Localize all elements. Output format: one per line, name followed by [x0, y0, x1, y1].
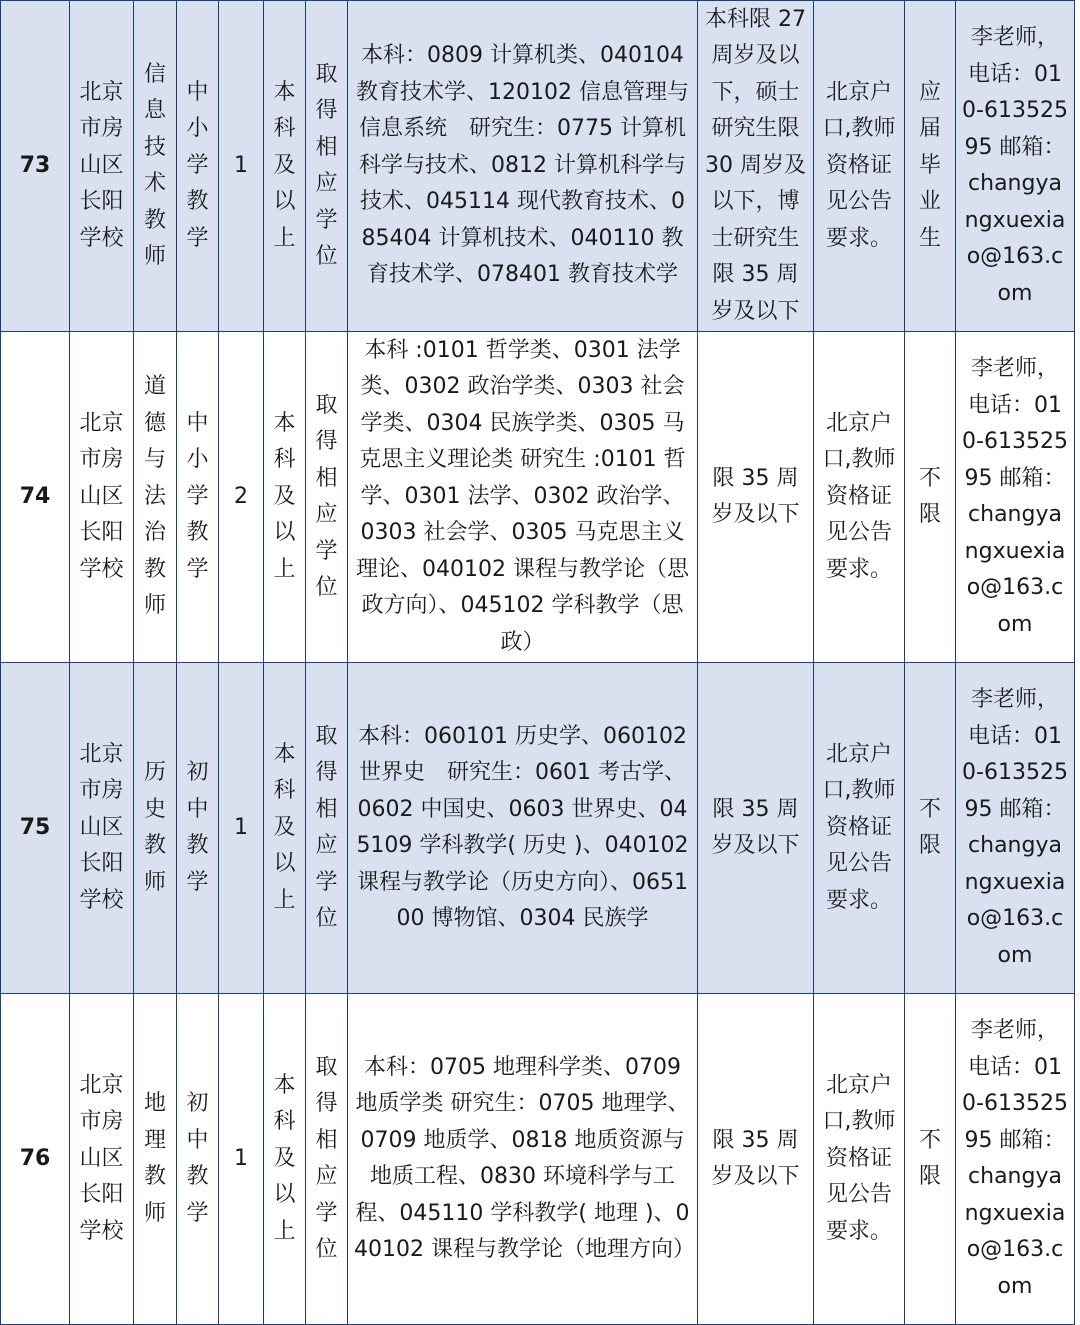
- row-number: 75: [1, 663, 70, 994]
- applicant-source: 不限: [905, 994, 956, 1325]
- contact-info: 李老师，电话：010-61352595 邮箱：changyangxuexiao@163.com: [956, 663, 1075, 994]
- unit-name: 北京市房山区长阳学校: [70, 332, 134, 663]
- contact-info: 李老师，电话：010-61352595 邮箱：changyangxuexiao@163.com: [956, 332, 1075, 663]
- headcount: 2: [219, 332, 264, 663]
- subject-area: 中小学教学: [177, 1, 219, 332]
- education-requirement: 本科及以上: [264, 994, 306, 1325]
- degree-requirement: 取得相应学位: [306, 663, 348, 994]
- table-row: [1, 1, 1075, 332]
- table-row: [1, 663, 1075, 994]
- age-requirement: 本科限 27 周岁及以下，硕士研究生限 30 周岁及以下，博士研究生限 35 周岁及以下: [698, 1, 814, 332]
- table-row: [1, 332, 1075, 663]
- table-body: [1, 1, 1075, 1325]
- subject-area: 中小学教学: [177, 332, 219, 663]
- row-number: 74: [1, 332, 70, 663]
- applicant-source: 应届毕业生: [905, 1, 956, 332]
- degree-requirement: 取得相应学位: [306, 994, 348, 1325]
- major-requirement: 本科：0809 计算机类、040104 教育技术学、120102 信息管理与信息系统 研究生：0775 计算机科学与技术、0812 计算机科学与技术、045114 现代教育技术、085404 计算机技术、040110 教育技术学、078401 教育技术学: [348, 1, 698, 332]
- applicant-source: 不限: [905, 332, 956, 663]
- major-requirement: 本科：060101 历史学、060102 世界史 研究生：0601 考古学、0602 中国史、0603 世界史、045109 学科教学( 历史 )、040102 课程与教学论（历史方向）、065100 博物馆、0304 民族学: [348, 663, 698, 994]
- position-name: 道德与法治教师: [134, 332, 177, 663]
- other-requirement: 北京户口,教师资格证见公告要求。: [814, 663, 905, 994]
- education-requirement: 本科及以上: [264, 1, 306, 332]
- other-requirement: 北京户口,教师资格证见公告要求。: [814, 1, 905, 332]
- education-requirement: 本科及以上: [264, 663, 306, 994]
- headcount: 1: [219, 994, 264, 1325]
- unit-name: 北京市房山区长阳学校: [70, 1, 134, 332]
- subject-area: 初中教学: [177, 994, 219, 1325]
- unit-name: 北京市房山区长阳学校: [70, 994, 134, 1325]
- other-requirement: 北京户口,教师资格证见公告要求。: [814, 332, 905, 663]
- row-number: 73: [1, 1, 70, 332]
- applicant-source: 不限: [905, 663, 956, 994]
- headcount: 1: [219, 663, 264, 994]
- age-requirement: 限 35 周岁及以下: [698, 994, 814, 1325]
- education-requirement: 本科及以上: [264, 332, 306, 663]
- age-requirement: 限 35 周岁及以下: [698, 663, 814, 994]
- row-number: 76: [1, 994, 70, 1325]
- other-requirement: 北京户口,教师资格证见公告要求。: [814, 994, 905, 1325]
- subject-area: 初中教学: [177, 663, 219, 994]
- contact-info: 李老师，电话：010-61352595 邮箱：changyangxuexiao@163.com: [956, 1, 1075, 332]
- degree-requirement: 取得相应学位: [306, 1, 348, 332]
- contact-info: 李老师，电话：010-61352595 邮箱：changyangxuexiao@163.com: [956, 994, 1075, 1325]
- position-name: 信息技术教师: [134, 1, 177, 332]
- table-row: [1, 994, 1075, 1325]
- degree-requirement: 取得相应学位: [306, 332, 348, 663]
- unit-name: 北京市房山区长阳学校: [70, 663, 134, 994]
- major-requirement: 本科：0705 地理科学类、0709 地质学类 研究生：0705 地理学、0709 地质学、0818 地质资源与地质工程、0830 环境科学与工程、045110 学科教学( 地理 )、040102 课程与教学论（地理方向）: [348, 994, 698, 1325]
- age-requirement: 限 35 周岁及以下: [698, 332, 814, 663]
- major-requirement: 本科 :0101 哲学类、0301 法学类、0302 政治学类、0303 社会学类、0304 民族学类、0305 马克思主义理论类 研究生 :0101 哲学、0301 法学、0302 政治学、0303 社会学、0305 马克思主义理论、040102 课程与教学论（思政方向）、045102 学科教学（思政）: [348, 332, 698, 663]
- headcount: 1: [219, 1, 264, 332]
- position-name: 历史教师: [134, 663, 177, 994]
- position-name: 地理教师: [134, 994, 177, 1325]
